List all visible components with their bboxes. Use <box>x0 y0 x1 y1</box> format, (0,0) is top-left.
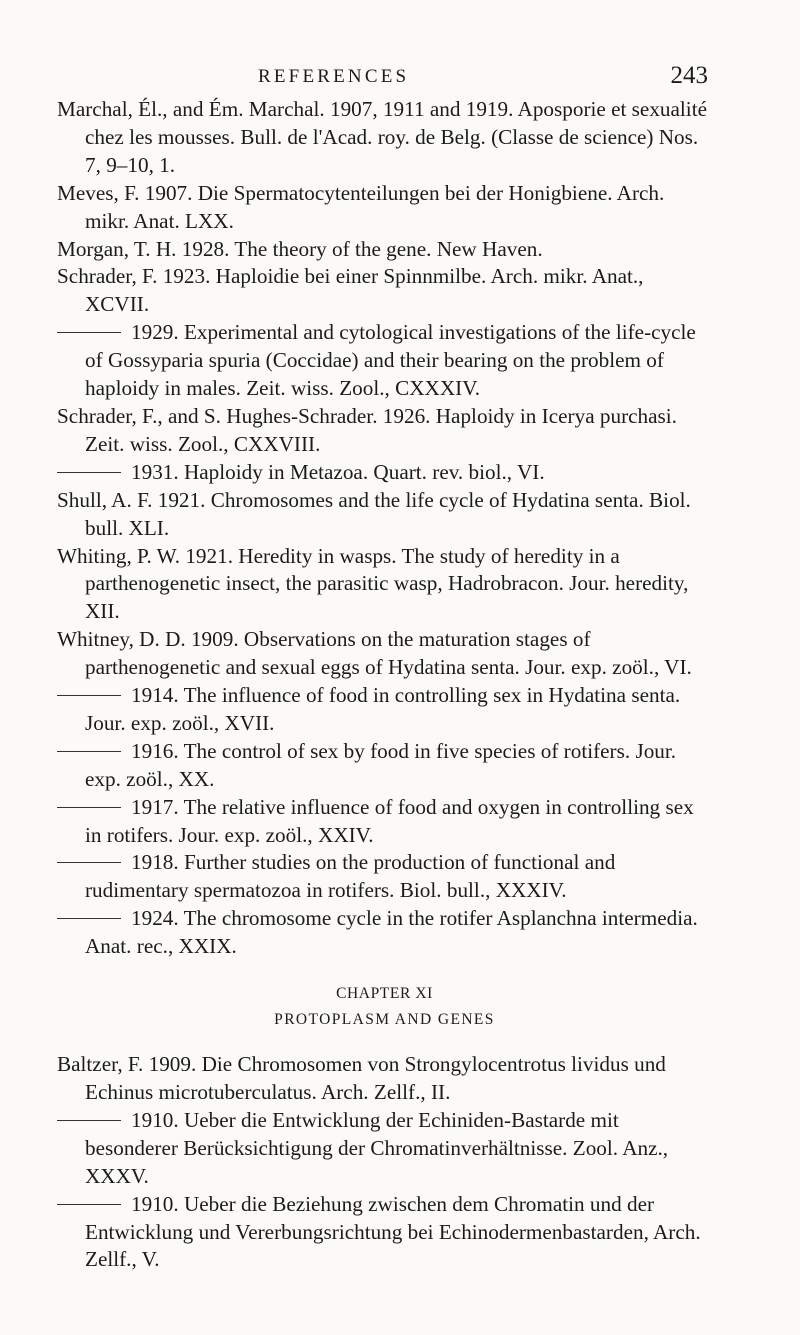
reference-text: Whiting, P. W. 1921. Heredity in wasps. The study of heredity in a parthenogenetic insect, the parasitic wasp, Hadrobracon. Jour. heredity, XII. <box>57 543 689 624</box>
ditto-dash <box>57 472 121 473</box>
page-number: 243 <box>670 62 708 89</box>
reference-text: Meves, F. 1907. Die Spermatocytenteilungen bei der Honigbiene. Arch. mikr. Anat. LXX. <box>57 180 665 233</box>
reference-text: 1914. The influence of food in controlling sex in Hydatina senta. Jour. exp. zoöl., XVII. <box>85 683 681 735</box>
reference-text: Baltzer, F. 1909. Die Chromosomen von Strongylocentrotus lividus und Echinus microtuberculatus. Arch. Zellf., II. <box>57 1052 666 1104</box>
ditto-dash <box>57 751 121 752</box>
running-head: REFERENCES <box>258 66 410 87</box>
chapter-number: CHAPTER XI <box>336 985 433 1003</box>
reference-entry <box>57 738 712 794</box>
reference-text: Morgan, T. H. 1928. The theory of the gene. New Haven. <box>57 236 543 261</box>
reference-text: Marchal, Él., and Ém. Marchal. 1907, 1911 and 1919. Aposporie et sexualité chez les mousses. Bull. de l'Acad. roy. de Belg. (Classe de science) Nos. 7, 9–10, 1. <box>57 97 707 177</box>
reference-entry <box>57 236 712 264</box>
ditto-dash <box>57 918 121 919</box>
ditto-dash <box>57 332 121 333</box>
reference-text: 1929. Experimental and cytological investigations of the life-cycle of Gossyparia spuria (Coccidae) and their bearing on the problem of haploidy in males. Zeit. wiss. Zool., CXXXIV. <box>85 320 696 401</box>
reference-entry <box>57 794 712 850</box>
reference-text: Schrader, F. 1923. Haploidie bei einer Spinnmilbe. Arch. mikr. Anat., XCVII. <box>57 264 644 317</box>
reference-entry <box>57 459 712 487</box>
reference-entry <box>57 96 712 180</box>
reference-entry <box>57 1051 712 1107</box>
reference-text: Shull, A. F. 1921. Chromosomes and the life cycle of Hydatina senta. Biol. bull. XLI. <box>57 487 691 540</box>
reference-entry <box>57 487 712 543</box>
reference-text: Schrader, F., and S. Hughes-Schrader. 1926. Haploidy in Icerya purchasi. Zeit. wiss. Zool., CXXVIII. <box>57 403 677 456</box>
page-header <box>258 64 708 98</box>
reference-text: 1924. The chromosome cycle in the rotifer Asplanchna intermedia. Anat. rec., XXIX. <box>85 906 698 959</box>
ditto-dash <box>57 1204 121 1205</box>
reference-text: 1917. The relative influence of food and oxygen in controlling sex in rotifers. Jour. exp. zoöl., XXIV. <box>85 794 694 847</box>
reference-entry <box>57 319 712 403</box>
reference-entry <box>57 403 712 459</box>
ditto-dash <box>57 695 121 696</box>
reference-entry <box>57 849 712 905</box>
reference-entry <box>57 1191 712 1275</box>
reference-entry <box>57 905 712 961</box>
reference-entry <box>57 543 712 627</box>
reference-entry <box>57 682 712 738</box>
references-after-chapter <box>57 1051 712 1274</box>
reference-text: 1910. Ueber die Entwicklung der Echiniden-Bastarde mit besonderer Berücksichtigung der Chromatinverhältnisse. Zool. Anz., XXXV. <box>85 1107 669 1188</box>
ditto-dash <box>57 862 121 863</box>
chapter-heading <box>57 981 712 1033</box>
ditto-dash <box>57 807 121 808</box>
reference-entry <box>57 626 712 682</box>
reference-text: 1910. Ueber die Beziehung zwischen dem Chromatin und der Entwicklung und Vererbungsrichtung bei Echinodermenbastarden, Arch. Zellf., V. <box>85 1191 701 1272</box>
reference-list <box>57 96 712 1274</box>
reference-text: 1916. The control of sex by food in five species of rotifers. Jour. exp. zoöl., XX. <box>85 738 677 791</box>
references-before-chapter <box>57 96 712 961</box>
reference-text: Whitney, D. D. 1909. Observations on the maturation stages of parthenogenetic and sexual eggs of Hydatina senta. Jour. exp. zoöl., VI. <box>57 627 692 680</box>
ditto-dash <box>57 1120 121 1121</box>
reference-text: 1918. Further studies on the production of functional and rudimentary spermatozoa in rotifers. Biol. bull., XXXIV. <box>85 850 616 903</box>
reference-entry <box>57 1107 712 1191</box>
reference-entry <box>57 263 712 319</box>
reference-entry <box>57 180 712 236</box>
reference-text: 1931. Haploidy in Metazoa. Quart. rev. biol., VI. <box>131 459 545 484</box>
chapter-title: PROTOPLASM AND GENES <box>274 1011 495 1029</box>
